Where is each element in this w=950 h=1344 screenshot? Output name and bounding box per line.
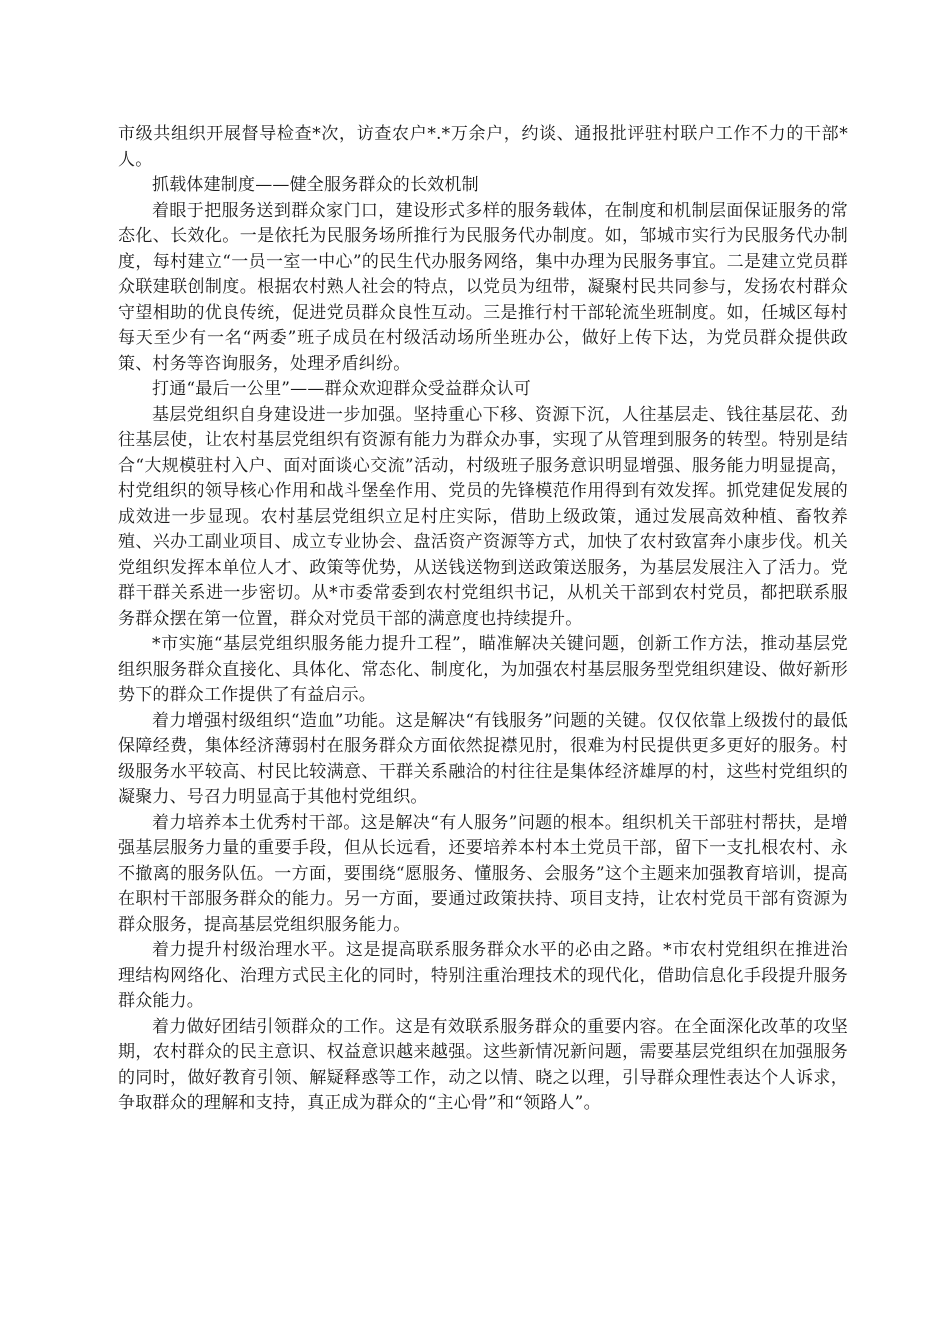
document-body <box>118 122 848 1117</box>
section-heading-carrier-system: 抓载体建制度——健全服务群众的长效机制 <box>152 175 479 195</box>
paragraph-governance: 着力提升村级治理水平。这是提高联系服务群众水平的必由之路。*市农村党组织在推进治理结构网络化、治理方式民主化的同时，特别注重治理技术的现代化，借助信息化手段提升服务群众能力。 <box>118 940 848 1011</box>
paragraph-grassroots-construction: 基层党组织自身建设进一步加强。坚持重心下移、资源下沉，人往基层走、钱往基层花、劲往基层使，让农村基层党组织有资源有能力为群众办事，实现了从管理到服务的转型。特别是结合“大规模驻村入户、面对面谈心交流”活动，村级班子服务意识明显增强、服务能力明显提高，村党组织的领导核心作用和战斗堡垒作用、党员的先锋模范作用得到有效发挥。抓党建促发展的成效进一步显现。农村基层党组织立足村庄实际，借助上级政策，通过发展高效种植、畜牧养殖、兴办工副业项目、成立专业协会、盘活资产资源等方式，加快了农村致富奔小康步伐。机关党组织发挥本单位人才、政策等优势，从送钱送物到送政策送服务，为基层发展注入了活力。党群干群关系进一步密切。从*市委常委到农村党组织书记，从机关干部到农村党员，都把联系服务群众摆在第一位置，群众对党员干部的满意度也持续提升。 <box>118 404 848 629</box>
paragraph-local-cadres: 着力培养本土优秀村干部。这是解决“有人服务”问题的根本。组织机关干部驻村帮扶，是增强基层服务力量的重要手段，但从长远看，还要培养本村本土党员干部，留下一支扎根农村、永不撤离的服务队伍。一方面，要围绕“愿服务、懂服务、会服务”这个主题来加强教育培训，提高在职村干部服务群众的能力。另一方面，要通过政策扶持、项目支持，让农村党员干部有资源为群众服务，提高基层党组织服务能力。 <box>118 812 848 935</box>
paragraph-capacity-project: *市实施“基层党组织服务能力提升工程”，瞄准解决关键问题，创新工作方法，推动基层党组织服务群众直接化、具体化、常态化、制度化，为加强农村基层服务型党组织建设、做好新形势下的群众工作提供了有益启示。 <box>118 634 848 705</box>
paragraph-unite-masses: 着力做好团结引领群众的工作。这是有效联系服务群众的重要内容。在全面深化改革的攻坚期，农村群众的民主意识、权益意识越来越强。这些新情况新问题，需要基层党组织在加强服务的同时，做好教育引领、解疑释惑等工作，动之以情、晓之以理，引导群众理性表达个人诉求，争取群众的理解和支持，真正成为群众的“主心骨”和“领路人”。 <box>118 1016 848 1113</box>
section-heading-last-mile: 打通“最后一公里”——群众欢迎群众受益群众认可 <box>152 379 531 399</box>
paragraph-service-carriers: 着眼于把服务送到群众家门口，建设形式多样的服务载体，在制度和机制层面保证服务的常态化、长效化。一是依托为民服务场所推行为民服务代办制度。如，邹城市实行为民服务代办制度，每村建立“一员一室一中心”的民生代办服务网络，集中办理为民服务事宜。二是建立党员群众联建联创制度。根据农村熟人社会的特点，以党员为纽带，凝聚村民共同参与，发扬农村群众守望相助的优良传统，促进党员群众良性互动。三是推行村干部轮流坐班制度。如，任城区每村每天至少有一名“两委”班子成员在村级活动场所坐班办公，做好上传下达，为党员群众提供政策、村务等咨询服务，处理矛盾纠纷。 <box>118 200 848 374</box>
paragraph-blood-making: 着力增强村级组织“造血”功能。这是解决“有钱服务”问题的关键。仅仅依靠上级拨付的最低保障经费，集体经济薄弱村在服务群众方面依然捉襟见肘，很难为村民提供更多更好的服务。村级服务水平较高、村民比较满意、干群关系融洽的村往往是集体经济雄厚的村，这些村党组织的凝聚力、号召力明显高于其他村党组织。 <box>118 710 848 807</box>
paragraph-continuation: 市级共组织开展督导检查*次，访查农户*.*万余户，约谈、通报批评驻村联户工作不力的干部*人。 <box>118 124 848 170</box>
